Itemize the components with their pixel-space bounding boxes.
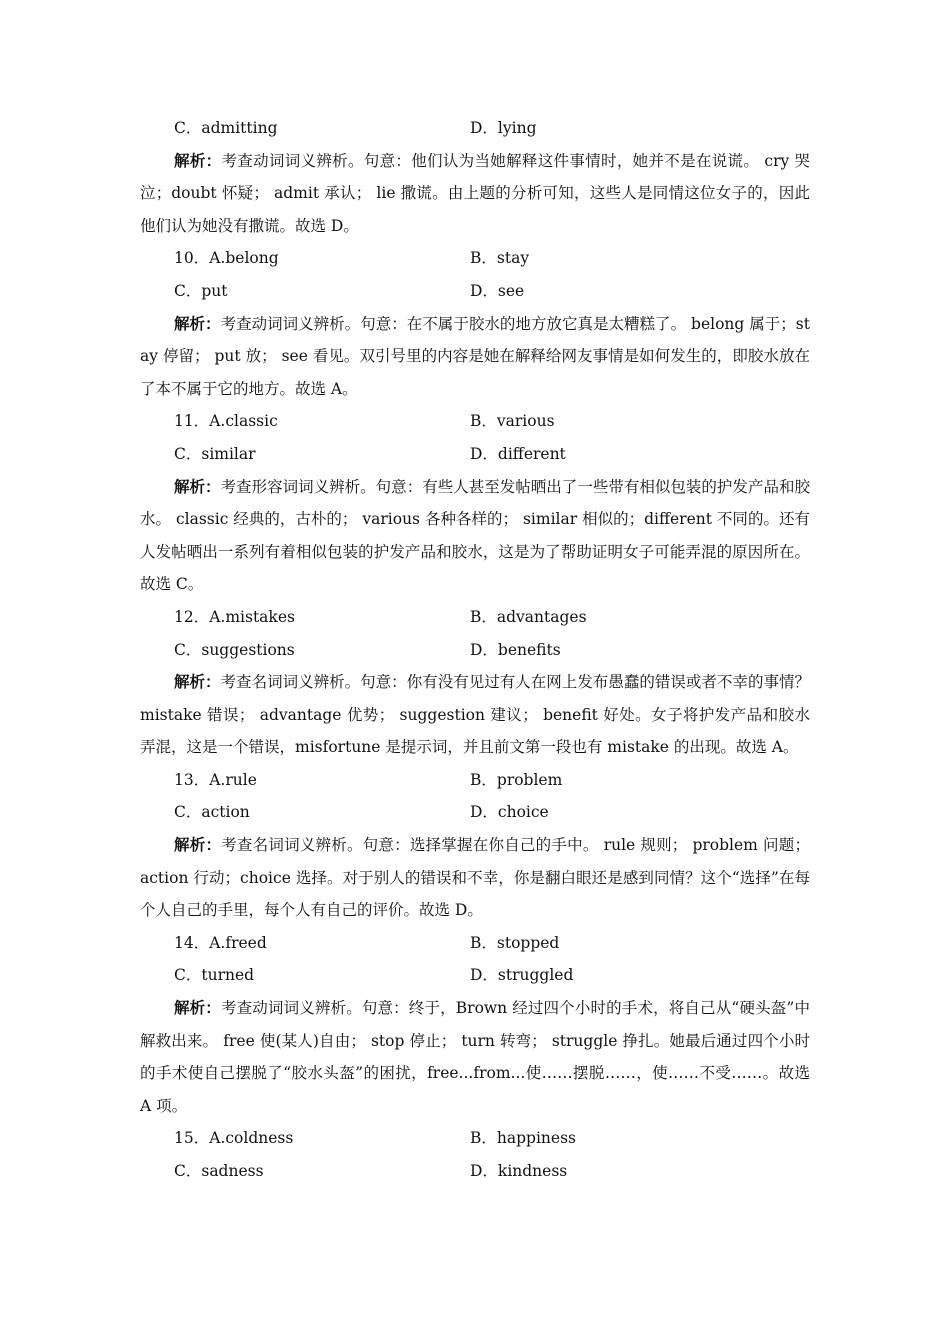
explanation-text: 考查动词词义辨析。句意：在不属于胶水的地方放它真是太糟糕了。 belong 属于；stay 停留； put 放； see 看见。双引号里的内容是她在解释给网友事情是如何发生的，即胶水放在了本不属于它的地方。故选 A。 (140, 314, 810, 398)
option-row (140, 796, 810, 829)
option-right: B．happiness (470, 1129, 576, 1148)
option-row (140, 405, 810, 438)
question-item (140, 405, 810, 601)
option-left: C．similar (174, 444, 256, 463)
explanation (140, 666, 810, 764)
question-item (140, 242, 810, 405)
option-right: D．different (470, 444, 566, 463)
option-left: C．action (174, 803, 250, 822)
explanation (140, 471, 810, 601)
option-right: D．choice (470, 803, 549, 822)
option-left: C．suggestions (174, 640, 295, 659)
option-right: B．advantages (470, 607, 587, 626)
option-row (140, 764, 810, 797)
option-left: C．admitting (174, 119, 278, 137)
option-row (140, 275, 810, 308)
explanation (140, 992, 810, 1122)
question-content (140, 112, 810, 1188)
question-item (140, 601, 810, 764)
option-left: 12．A.mistakes (174, 607, 295, 626)
option-row (140, 1155, 810, 1188)
option-left: 15．A.coldness (174, 1129, 294, 1148)
option-row (140, 927, 810, 960)
question-item (140, 112, 810, 242)
explanation (140, 308, 810, 406)
option-right: B．various (470, 412, 555, 431)
explanation-text: 考查名词词义辨析。句意：选择掌握在你自己的手中。 rule 规则； problem 问题；action 行动；choice 选择。对于别人的错误和不幸，你是翻白眼还是感到同情？这个“选择”在每个人自己的手里，每个人有自己的评价。故选 D。 (140, 836, 810, 920)
explanation-label: 解析： (174, 835, 222, 855)
option-right: D．see (470, 281, 525, 300)
option-right: D．lying (470, 119, 537, 137)
option-left: 14．A.freed (174, 933, 267, 952)
option-left: C．sadness (174, 1162, 264, 1180)
option-left: 13．A.rule (174, 770, 257, 789)
explanation (140, 829, 810, 927)
option-row (140, 959, 810, 992)
option-right: D．kindness (470, 1162, 568, 1180)
option-right: D．struggled (470, 966, 574, 985)
question-item (140, 764, 810, 927)
option-right: B．stay (470, 249, 530, 268)
option-left: C．put (174, 281, 228, 300)
option-left: C．turned (174, 966, 255, 985)
option-right: B．problem (470, 770, 563, 789)
explanation (140, 145, 810, 243)
option-right: B．stopped (470, 933, 560, 952)
explanation-text: 考查形容词词义辨析。句意：有些人甚至发帖晒出了一些带有相似包装的护发产品和胶水。 classic 经典的，古朴的； various 各种各样的； similar 相似的；different 不同的。还有人发帖晒出一系列有着相似包装的护发产品和胶水，这是为了帮助证明女子可能弄混的原因所在。故选 C。 (140, 477, 810, 594)
explanation-label: 解析： (174, 150, 222, 170)
explanation-label: 解析： (174, 672, 221, 692)
option-right: D．benefits (470, 640, 561, 659)
option-row (140, 634, 810, 667)
explanation-label: 解析： (174, 998, 221, 1018)
explanation-text: 考查动词词义辨析。句意：他们认为当她解释这件事情时，她并不是在说谎。 cry 哭泣；doubt 怀疑； admit 承认； lie 撒谎。由上题的分析可知，这些人是同情这位女子的，因此他们认为她没有撒谎。故选 D。 (140, 151, 810, 235)
question-item (140, 1122, 810, 1187)
option-row (140, 242, 810, 275)
explanation-text: 考查动词词义辨析。句意：终于，Brown 经过四个小时的手术，将自己从“硬头盔”中解救出来。 free 使(某人)自由； stop 停止； turn 转弯； struggle 挣扎。她最后通过四个小时的手术使自己摆脱了“胶水头盔”的困扰，free...from...使……摆脱……，使……不受……。故选 A 项。 (140, 999, 810, 1115)
option-left: 11．A.classic (174, 412, 278, 431)
option-row (140, 601, 810, 634)
question-item (140, 927, 810, 1123)
option-row (140, 438, 810, 471)
explanation-label: 解析： (174, 476, 221, 496)
explanation-label: 解析： (174, 313, 221, 333)
explanation-text: 考查名词词义辨析。句意：你有没有见过有人在网上发布愚蠢的错误或者不幸的事情？ mistake 错误； advantage 优势； suggestion 建议； benefit 好处。女子将护发产品和胶水弄混，这是一个错误，misfortune 是提示词，并且前文第一段也有 mistake 的出现。故选 A。 (140, 673, 810, 757)
option-row (140, 1122, 810, 1155)
option-row (140, 112, 810, 145)
option-left: 10．A.belong (174, 249, 279, 268)
